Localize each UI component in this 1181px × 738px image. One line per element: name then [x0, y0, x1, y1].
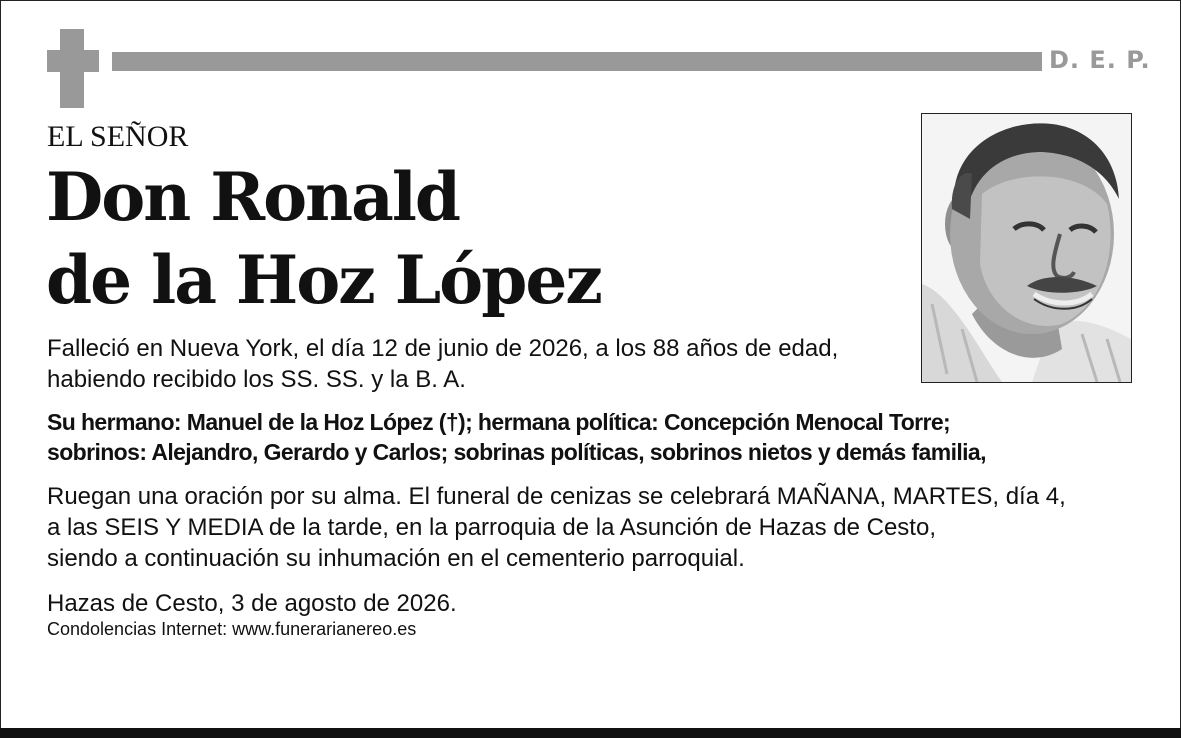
- dep-label: D. E. P.: [1049, 46, 1151, 74]
- cross-icon-bar: [47, 50, 99, 72]
- death-line-1: Falleció en Nueva York, el día 12 de junio de 2026, a los 88 años de edad,: [47, 335, 839, 362]
- family-line-1: Su hermano: Manuel de la Hoz López (†); hermana política: Concepción Menocal Torre;: [47, 409, 951, 435]
- funeral-line-3: siendo a continuación su inhumación en el cementerio parroquial.: [47, 545, 745, 572]
- bottom-rule: [0, 728, 1181, 738]
- funeral-line-1: Ruegan una oración por su alma. El funeral de cenizas se celebrará MAÑANA, MARTES, día 4,: [47, 483, 1066, 510]
- header-rule: [112, 52, 1042, 71]
- portrait-image: [922, 114, 1131, 382]
- portrait-photo: [921, 113, 1132, 383]
- condolences-link[interactable]: Condolencias Internet: www.funerarianereo.es: [47, 619, 417, 639]
- place-date: Hazas de Cesto, 3 de agosto de 2026.: [47, 590, 457, 617]
- death-line-2: habiendo recibido los SS. SS. y la B. A.: [47, 366, 466, 393]
- deceased-name-line1: Don Ronald: [46, 158, 460, 236]
- honorific: EL SEÑOR: [47, 120, 189, 153]
- family-line-2: sobrinos: Alejandro, Gerardo y Carlos; sobrinas políticas, sobrinos nietos y demás familia,: [47, 439, 986, 465]
- funeral-line-2: a las SEIS Y MEDIA de la tarde, en la parroquia de la Asunción de Hazas de Cesto,: [47, 514, 936, 541]
- deceased-name-line2: de la Hoz López: [46, 241, 601, 319]
